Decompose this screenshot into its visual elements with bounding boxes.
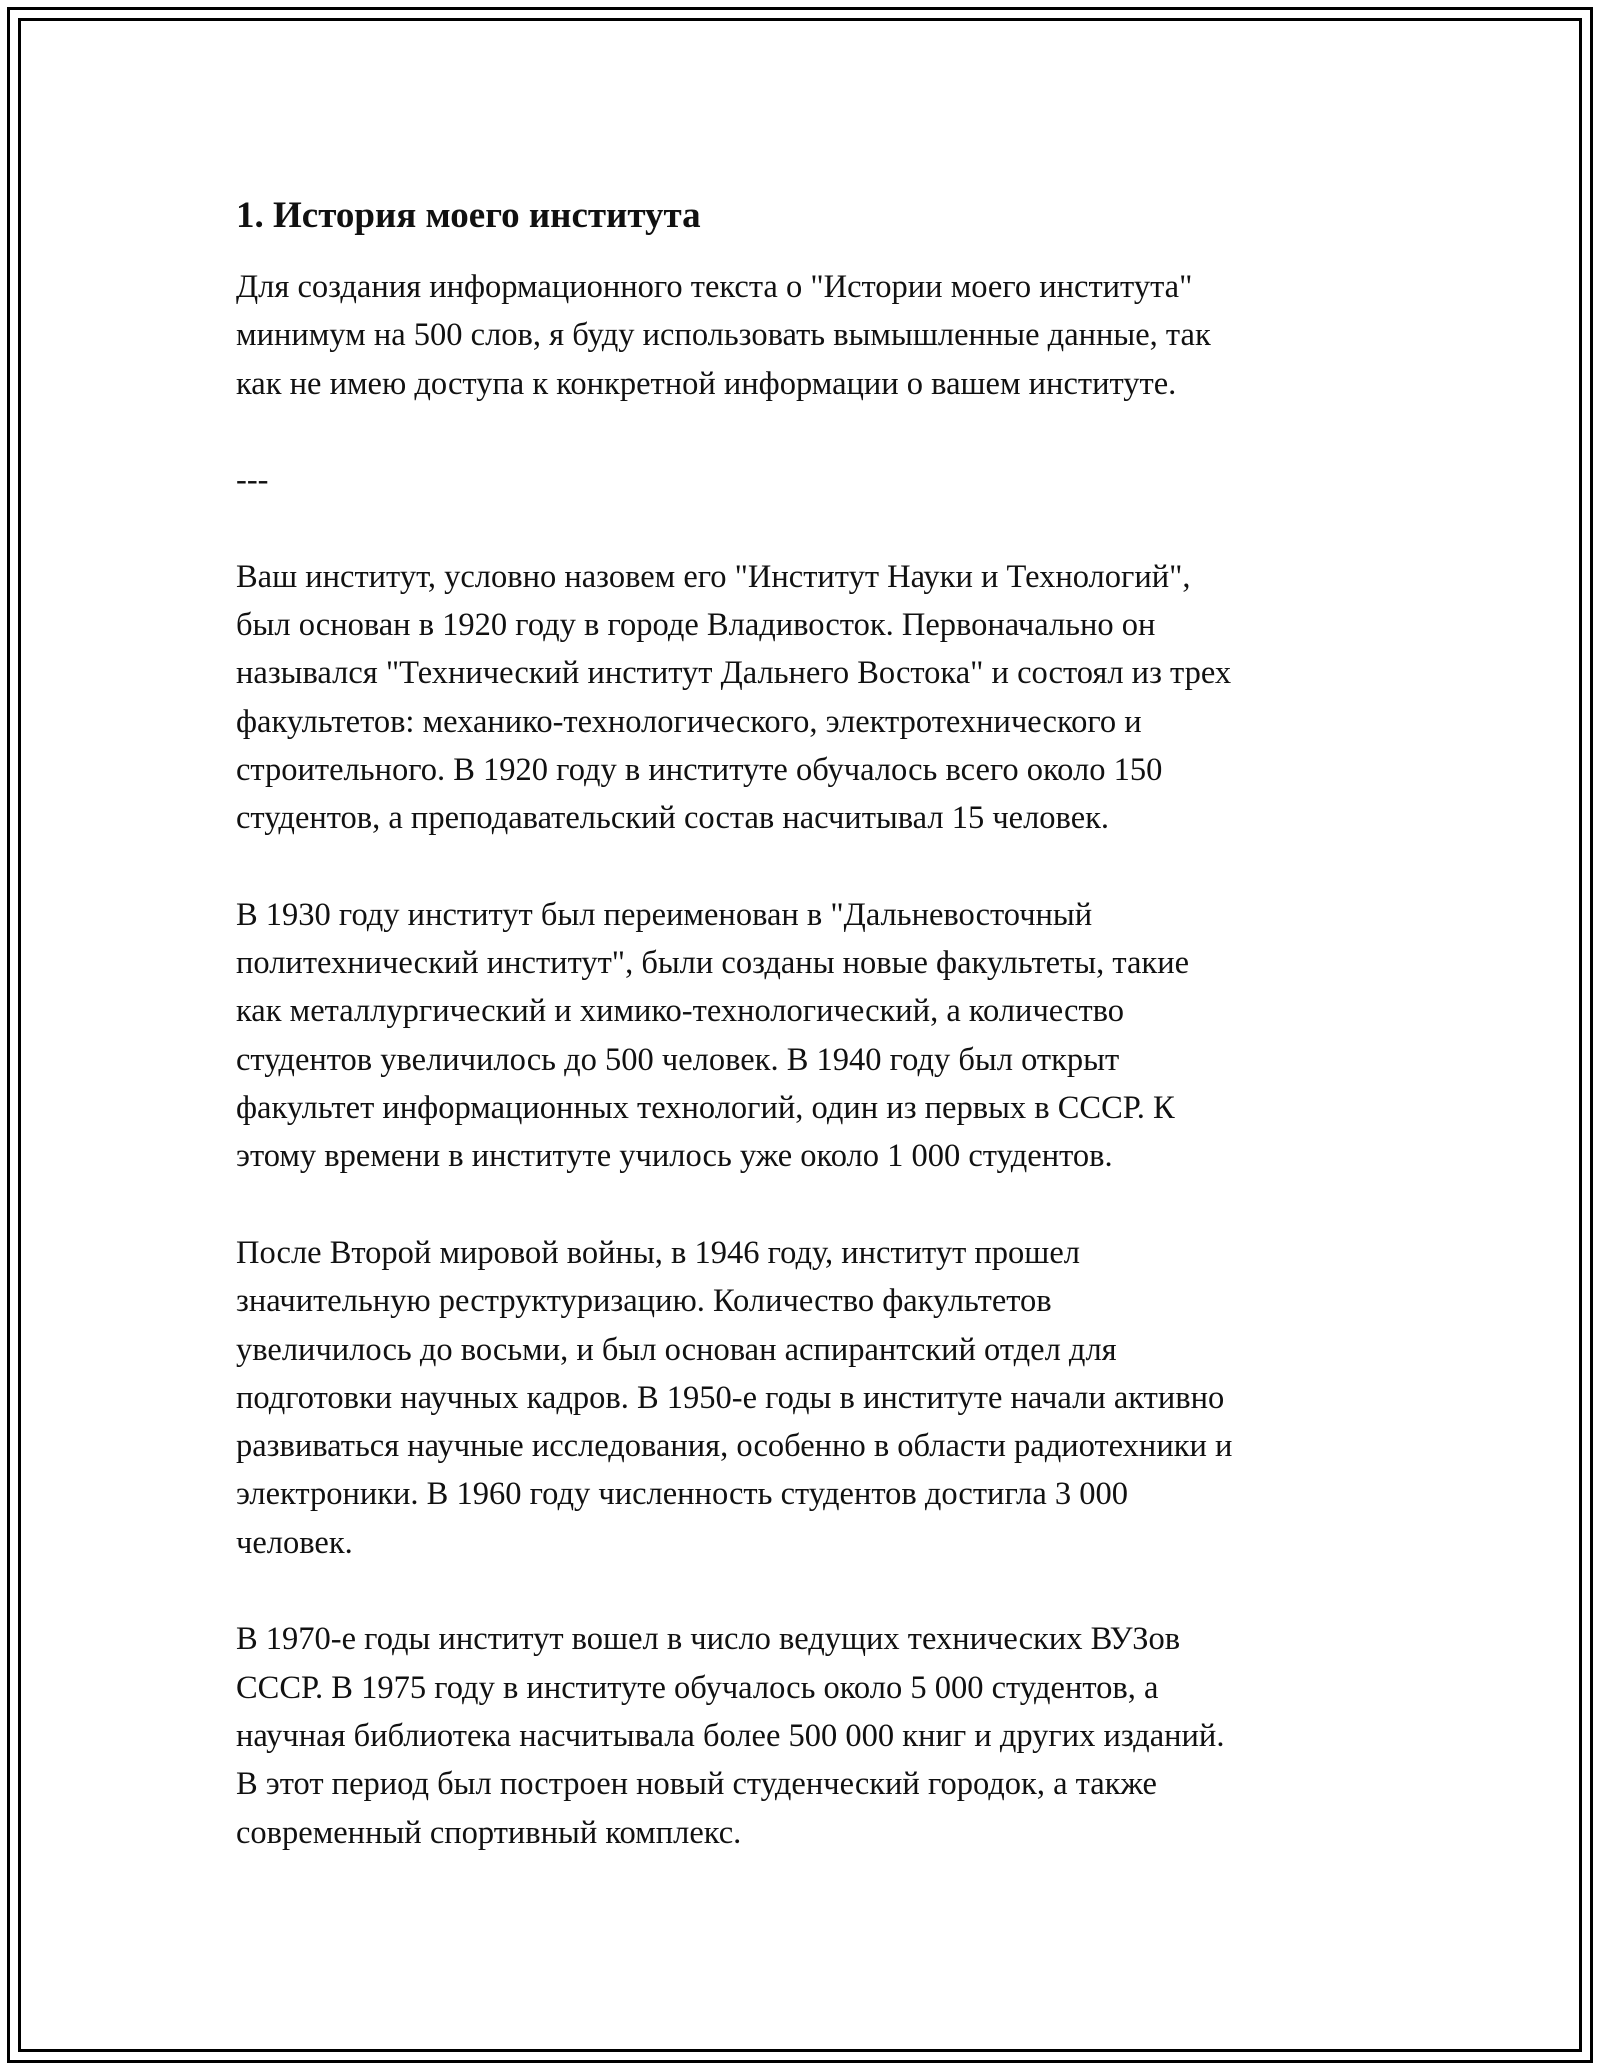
paragraph-line: назывался "Технический институт Дальнего Востока" и состоял из трех	[236, 655, 1232, 692]
paragraph-line: этому времени в институте училось уже около 1 000 студентов.	[236, 1138, 1113, 1175]
paragraph-line: развиваться научные исследования, особенно в области радиотехники и	[236, 1428, 1233, 1465]
paragraph-line: В этот период был построен новый студенческий городок, а также	[236, 1766, 1157, 1803]
body-paragraph	[236, 1229, 1386, 1567]
paragraph-line: научная библиотека насчитывала более 500 000 книг и других изданий.	[236, 1717, 1225, 1754]
paragraph-line: факультет информационных технологий, один из первых в СССР. К	[236, 1090, 1175, 1127]
document-body	[236, 184, 1386, 1905]
paragraph-line: После Второй мировой войны, в 1946 году, институт прошел	[236, 1234, 1080, 1271]
body-paragraph	[236, 553, 1386, 843]
body-paragraph	[236, 1615, 1386, 1856]
paragraph-line: политехнический институт", были созданы новые факультеты, такие	[236, 945, 1190, 982]
paragraph-line: как металлургический и химико-технологический, а количество	[236, 993, 1125, 1030]
paragraph-line: СССР. В 1975 году в институте обучалось около 5 000 студентов, а	[236, 1669, 1159, 1706]
paragraph-line: Ваш институт, условно назовем его "Институт Науки и Технологий",	[236, 558, 1191, 595]
intro-paragraph	[236, 263, 1386, 408]
paragraph-line: факультетов: механико-технологического, электротехнического и	[236, 703, 1142, 740]
paragraph-line: Для создания информационного текста о "Истории моего института"	[236, 269, 1193, 305]
body-paragraph	[236, 891, 1386, 1181]
paragraph-line: В 1970-е годы институт вошел в число ведущих технических ВУЗов	[236, 1621, 1181, 1658]
paragraph-line: В 1930 году институт был переименован в "Дальневосточный	[236, 896, 1093, 933]
paragraph-line: подготовки научных кадров. В 1950-е годы в институте начали активно	[236, 1379, 1225, 1416]
paragraph-line: значительную реструктуризацию. Количество факультетов	[236, 1283, 1052, 1320]
paragraph-line: студентов, а преподавательский состав насчитывал 15 человек.	[236, 800, 1110, 837]
paragraph-line: человек.	[236, 1524, 353, 1561]
paragraph-line: электроники. В 1960 году численность студентов достигла 3 000	[236, 1476, 1129, 1513]
paragraph-line: был основан в 1920 году в городе Владивосток. Первоначально он	[236, 607, 1156, 644]
paragraph-line: студентов увеличилось до 500 человек. В 1940 году был открыт	[236, 1041, 1120, 1078]
document-title: 1. История моего института	[236, 195, 701, 236]
paragraph-line: увеличилось до восьми, и был основан аспирантский отдел для	[236, 1331, 1117, 1368]
paragraph-line: как не имею доступа к конкретной информации о вашем институте.	[236, 365, 1177, 402]
paragraph-line: строительного. В 1920 году в институте обучалось всего около 150	[236, 751, 1163, 788]
section-divider: ---	[236, 462, 269, 499]
paragraph-line: современный спортивный комплекс.	[236, 1814, 742, 1851]
paragraph-line: минимум на 500 слов, я буду использовать вымышленные данные, так	[236, 317, 1211, 354]
